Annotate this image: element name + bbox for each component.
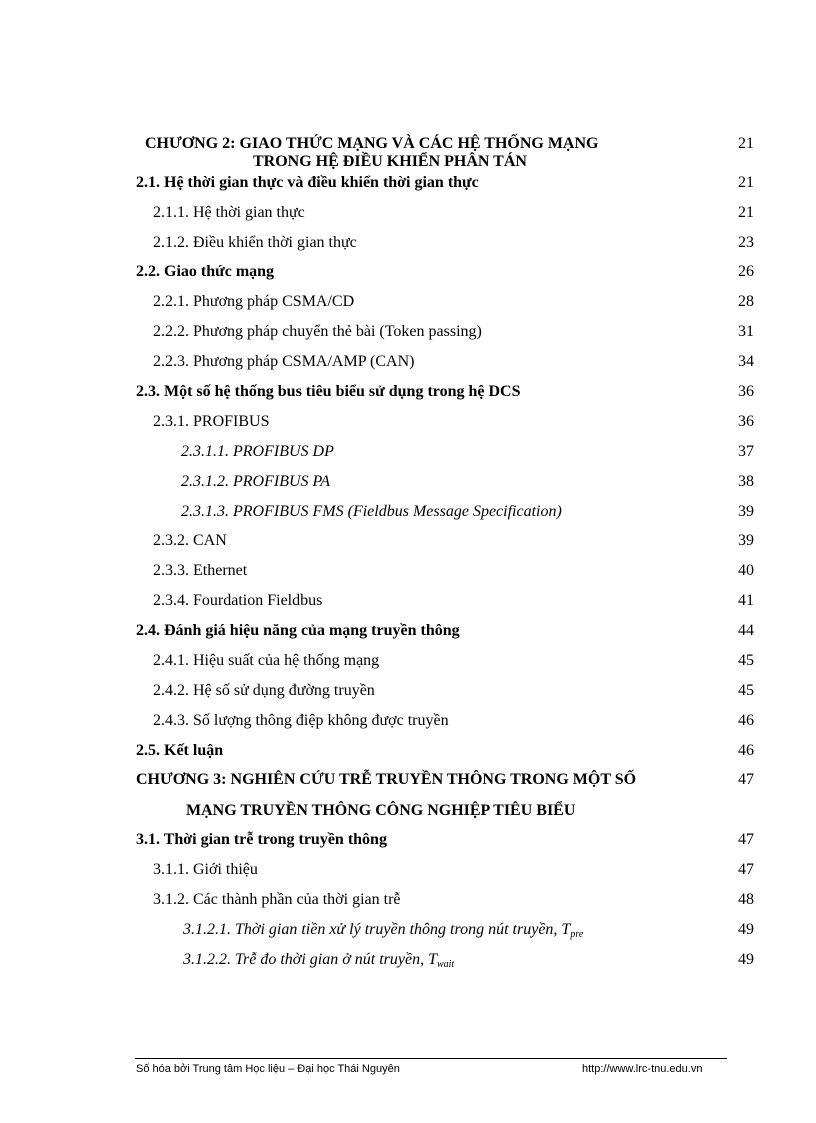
toc-page-3-1-2: 48 <box>738 891 754 908</box>
chapter-2-title-line-1: CHƯƠNG 2: GIAO THỨC MẠNG VÀ CÁC HỆ THỐNG MẠNG <box>145 135 599 152</box>
toc-page-2-1-1: 21 <box>738 204 754 221</box>
toc-page-2-3-4: 41 <box>738 592 754 609</box>
toc-page-2-4-2: 45 <box>738 682 754 699</box>
toc-page-2-2: 26 <box>738 263 754 280</box>
toc-entry-2-3-2[interactable]: 2.3.2. CAN <box>153 532 227 549</box>
toc-entry-3-1-1[interactable]: 3.1.1. Giới thiệu <box>153 861 258 878</box>
toc-entry-2-4-2[interactable]: 2.4.2. Hệ số sử dụng đường truyền <box>153 682 375 699</box>
toc-entry-3-1-2-2-subscript: wait <box>436 959 455 970</box>
toc-entry-2-3-1-1[interactable]: 2.3.1.1. PROFIBUS DP <box>181 443 334 460</box>
toc-page-2-4-1: 45 <box>738 652 754 669</box>
toc-entry-2-4-1[interactable]: 2.4.1. Hiệu suất của hệ thống mạng <box>153 652 380 669</box>
toc-page-2-3: 36 <box>738 383 754 400</box>
toc-page-2-2-2: 31 <box>738 323 754 340</box>
chapter-3-page: 47 <box>738 771 754 788</box>
footer-divider <box>135 1058 727 1059</box>
toc-entry-2-2-2[interactable]: 2.2.2. Phương pháp chuyển thẻ bài (Token passing) <box>153 323 482 340</box>
toc-page-2-4: 44 <box>738 622 754 639</box>
toc-entry-3-1-2-2-text: 3.1.2.2. Trễ đo thời gian ở nút truyền, T <box>183 951 437 968</box>
toc-entry-2-2[interactable]: 2.2. Giao thức mạng <box>136 263 275 280</box>
toc-page-2-1: 21 <box>738 174 754 191</box>
toc-page-3-1-2-1: 49 <box>738 921 754 938</box>
toc-entry-3-1-2-2[interactable] <box>183 950 454 975</box>
toc-entry-3-1-2-1-subscript: pre <box>570 929 584 940</box>
chapter-3-title-line-1: CHƯƠNG 3: NGHIÊN CỨU TRỄ TRUYỀN THÔNG TRONG MỘT SỐ <box>136 771 637 788</box>
toc-page-2-3-1: 36 <box>738 413 754 430</box>
toc-entry-2-4[interactable]: 2.4. Đánh giá hiệu năng của mạng truyền thông <box>136 622 460 639</box>
toc-entry-2-3-3[interactable]: 2.3.3. Ethernet <box>153 562 248 579</box>
toc-entry-3-1-2[interactable]: 3.1.2. Các thành phần của thời gian trễ <box>153 891 401 908</box>
toc-page-2-2-3: 34 <box>738 353 754 370</box>
toc-entry-2-1-1[interactable]: 2.1.1. Hệ thời gian thực <box>153 204 305 221</box>
toc-page-3-1: 47 <box>738 831 754 848</box>
toc-entry-2-4-3[interactable]: 2.4.3. Số lượng thông điệp không được truyền <box>153 712 449 729</box>
toc-page-2-4-3: 46 <box>738 712 754 729</box>
toc-entry-2-1[interactable]: 2.1. Hệ thời gian thực và điều khiển thời gian thực <box>136 174 479 191</box>
toc-page-3-1-2-2: 49 <box>738 951 754 968</box>
toc-entry-2-3-1-3[interactable]: 2.3.1.3. PROFIBUS FMS (Fieldbus Message Specification) <box>181 503 562 520</box>
toc-page-2-1-2: 23 <box>738 234 754 251</box>
toc-entry-2-2-1[interactable]: 2.2.1. Phương pháp CSMA/CD <box>153 293 355 310</box>
toc-page-2-3-1-2: 38 <box>738 473 754 490</box>
toc-entry-3-1[interactable]: 3.1. Thời gian trễ trong truyền thông <box>136 831 387 848</box>
footer-source: Số hóa bởi Trung tâm Học liệu – Đại học Thái Nguyên <box>136 1063 400 1075</box>
chapter-2-title-line-2: TRONG HỆ ĐIỀU KHIỂN PHÂN TÁN <box>253 153 527 170</box>
toc-page-2-5: 46 <box>738 742 754 759</box>
toc-entry-2-3-1[interactable]: 2.3.1. PROFIBUS <box>153 413 270 430</box>
toc-entry-3-1-2-1-text: 3.1.2.1. Thời gian tiền xử lý truyền thông trong nút truyền, T <box>183 921 571 938</box>
toc-entry-2-3-1-2[interactable]: 2.3.1.2. PROFIBUS PA <box>181 473 331 490</box>
toc-entry-2-1-2[interactable]: 2.1.2. Điều khiển thời gian thực <box>153 234 357 251</box>
toc-page-2-3-3: 40 <box>738 562 754 579</box>
toc-entry-2-5[interactable]: 2.5. Kết luận <box>136 742 224 759</box>
toc-page-2-3-1-1: 37 <box>738 443 754 460</box>
toc-page-2-3-1-3: 39 <box>738 503 754 520</box>
chapter-3-title-line-2: MẠNG TRUYỀN THÔNG CÔNG NGHIỆP TIÊU BIỂU <box>186 802 576 819</box>
toc-page-2-2-1: 28 <box>738 293 754 310</box>
toc-entry-2-2-3[interactable]: 2.2.3. Phương pháp CSMA/AMP (CAN) <box>153 353 415 370</box>
toc-entry-3-1-2-1[interactable] <box>183 920 583 945</box>
chapter-2-page: 21 <box>738 135 754 152</box>
toc-page-2-3-2: 39 <box>738 532 754 549</box>
toc-entry-2-3-4[interactable]: 2.3.4. Fourdation Fieldbus <box>153 592 323 609</box>
toc-page-3-1-1: 47 <box>738 861 754 878</box>
toc-entry-2-3[interactable]: 2.3. Một số hệ thống bus tiêu biểu sử dụng trong hệ DCS <box>136 383 521 400</box>
footer-url-link[interactable]: http://www.lrc-tnu.edu.vn <box>582 1063 703 1075</box>
